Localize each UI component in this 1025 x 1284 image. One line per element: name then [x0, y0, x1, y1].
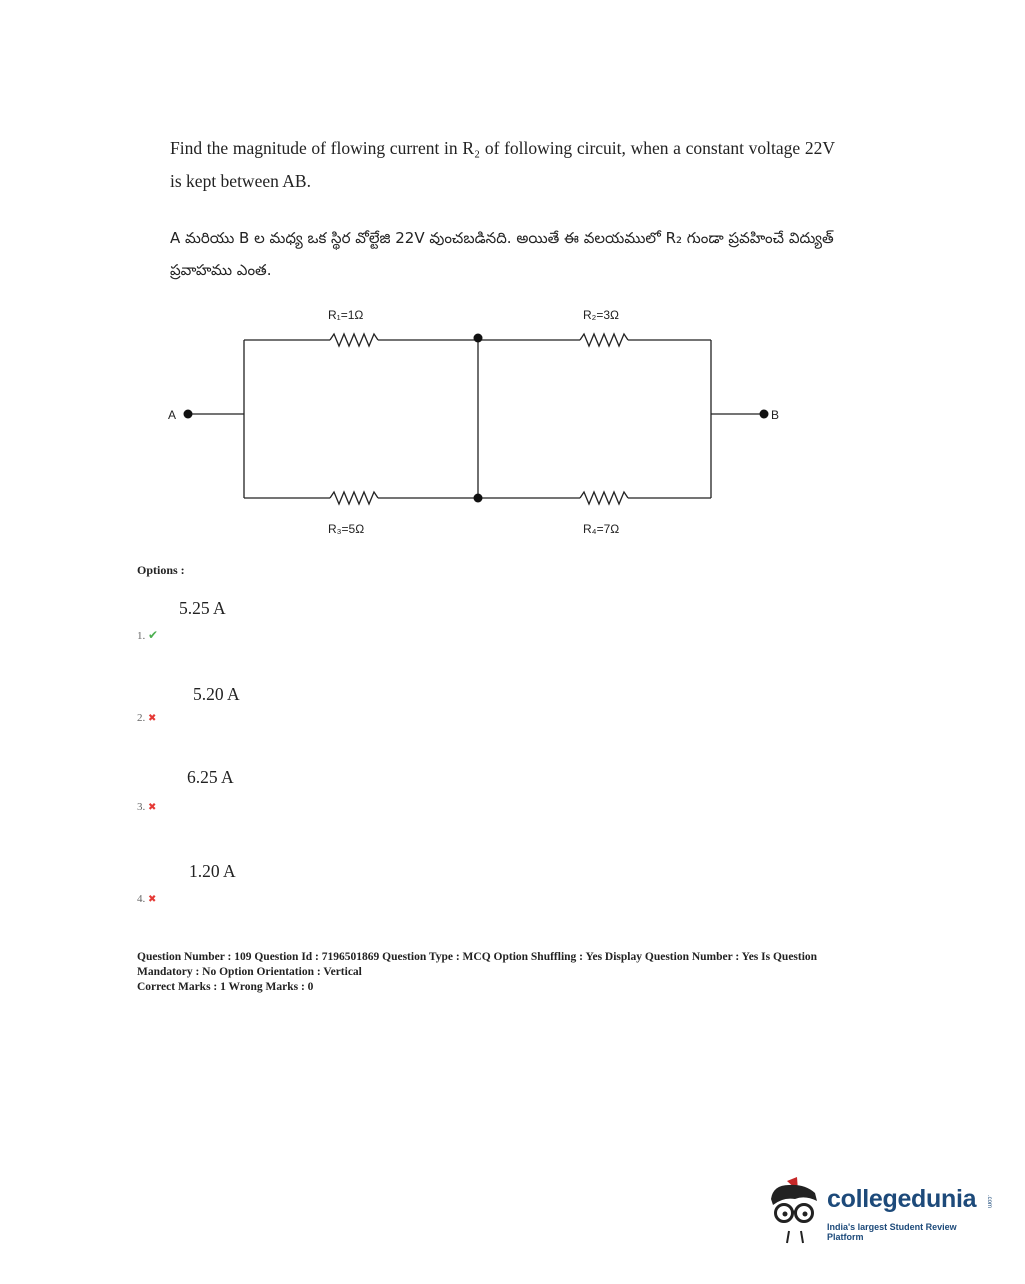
resistor-r4	[580, 492, 628, 504]
label-r2: R₂=3Ω	[583, 308, 619, 322]
junction-top	[474, 334, 483, 343]
option-2-number: 2. ✖	[137, 712, 157, 724]
label-r4: R₄=7Ω	[583, 522, 620, 536]
option-3-text[interactable]: 6.25 A	[187, 767, 234, 787]
logo-suffix: .com	[986, 1195, 992, 1209]
option-4-number: 4. ✖	[137, 893, 157, 905]
label-r3: R₃=5Ω	[328, 522, 365, 536]
resistor-r3	[330, 492, 378, 504]
resistor-r2	[580, 334, 628, 346]
correct-check-icon: ✔	[148, 628, 159, 642]
option-4-text[interactable]: 1.20 A	[189, 861, 236, 881]
wrong-cross-icon: ✖	[148, 713, 157, 724]
options-label: Options :	[137, 563, 185, 577]
logo-wordmark: collegedunia	[827, 1185, 977, 1213]
label-node-a: A	[168, 408, 177, 422]
label-r1: R₁=1Ω	[328, 308, 364, 322]
meta-line-1: Question Number : 109 Question Id : 7196501869 Question Type : MCQ Option Shuffling : Yes Display Question Number : Yes Is Question Mandatory : No Option Orientation : Vertical	[137, 951, 818, 978]
collegedunia-logo[interactable]	[765, 1175, 995, 1250]
option-3-number: 3. ✖	[137, 801, 157, 813]
wrong-cross-icon: ✖	[148, 802, 157, 813]
circuit-diagram	[160, 300, 800, 545]
meta-line-2: Correct Marks : 1 Wrong Marks : 0	[137, 981, 314, 993]
junction-bottom	[474, 494, 483, 503]
option-2-text[interactable]: 5.20 A	[193, 684, 240, 704]
label-node-b: B	[771, 408, 780, 422]
question-telugu: A మరియు B ల మధ్య ఒక స్థిర వోల్టేజి 22V వుంచబడినది. అయితే ఈ వలయములో R₂ గుండా ప్రవహించే విద్యుత్ ప్రవాహము ఎంత.	[170, 229, 834, 279]
logo-tagline: India's largest Student Review Platform	[827, 1222, 957, 1242]
option-1-text[interactable]: 5.25 A	[179, 598, 226, 618]
mascot-icon	[765, 1175, 825, 1250]
wrong-cross-icon: ✖	[148, 894, 157, 905]
question-meta	[137, 950, 867, 995]
terminal-b	[760, 410, 769, 419]
option-1-number: 1. ✔	[137, 628, 159, 642]
question-english: Find the magnitude of flowing current in R₂ of following circuit, when a constant voltage 22V is kept between AB.	[170, 138, 835, 191]
resistor-r1	[330, 334, 378, 346]
terminal-a	[184, 410, 193, 419]
